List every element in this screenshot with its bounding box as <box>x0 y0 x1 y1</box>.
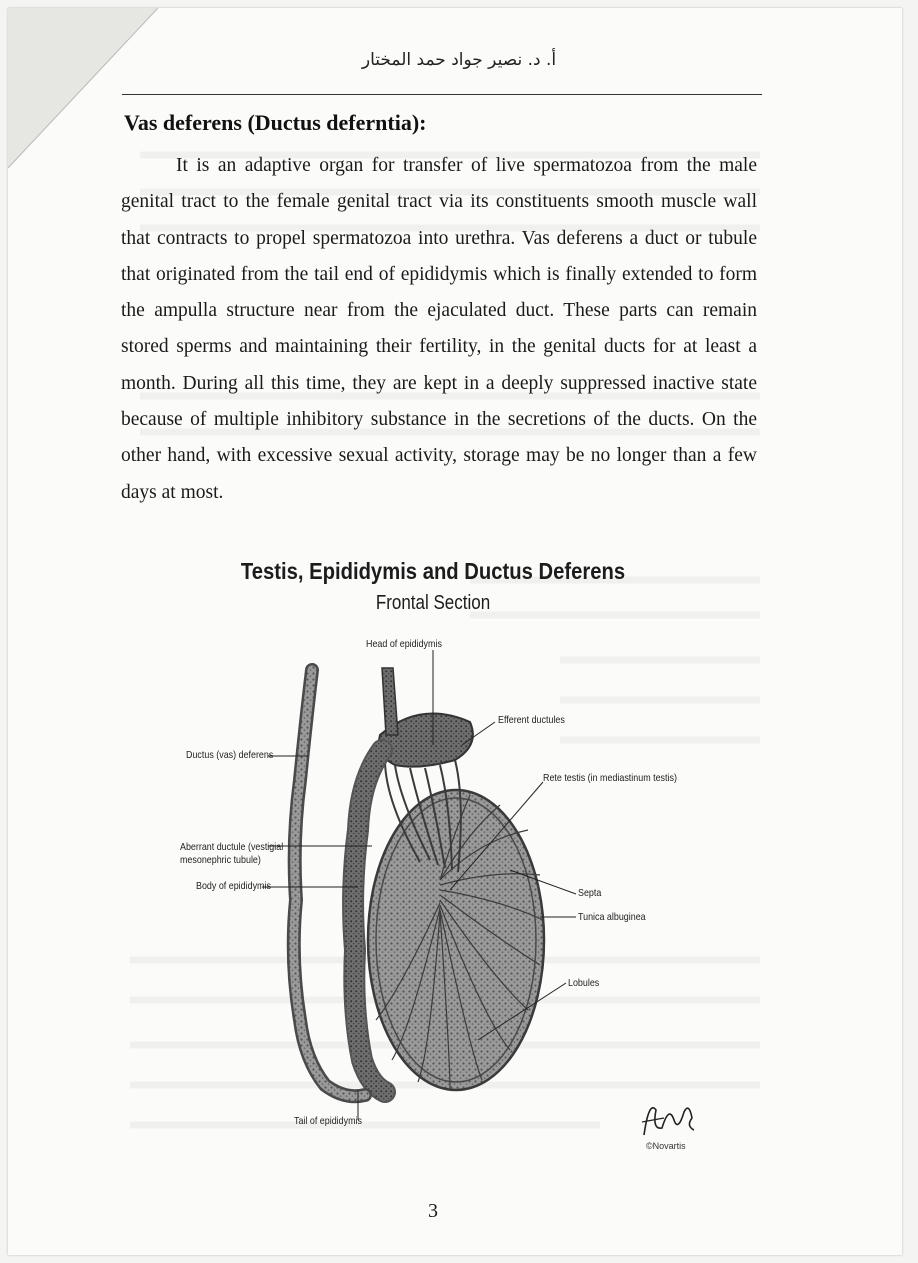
page-number: 3 <box>428 1200 438 1222</box>
label-aberrant-ductule-line2: mesonephric tubule) <box>180 854 261 866</box>
testis <box>368 790 544 1090</box>
paragraph-text: It is an adaptive organ for transfer of live spermatozoa from the male genital tract to the female genital tract via its constituents smooth muscle wall that contracts to propel spermatozoa into urethra. Vas deferens a duct or tubule that originated from the tail end of epididymis which is finally extended to form the ampulla structure near from the ejaculated duct. These parts can remain stored sperms and maintaining their fertility, in the genital ducts for at least a month. During all this time, they are kept in a deeply suppressed inactive state because of multiple inhibitory substance in the secretions of the ducts. On the other hand, with excessive sexual activity, storage may be no longer than a few days at most. <box>121 155 757 503</box>
label-rete-testis: Rete testis (in mediastinum testis) <box>543 772 677 784</box>
label-tunica-albuginea: Tunica albuginea <box>578 911 646 923</box>
label-septa: Septa <box>578 887 602 899</box>
figure-title: Testis, Epididymis and Ductus Deferens <box>240 558 626 584</box>
label-ductus-deferens: Ductus (vas) deferens <box>186 749 274 761</box>
section-title: Vas deferens (Ductus deferntia): <box>124 110 427 135</box>
label-head-of-epididymis: Head of epididymis <box>366 638 442 650</box>
author-header: أ. د. نصير جواد حمد المختار <box>361 50 557 70</box>
label-lobules: Lobules <box>568 977 600 989</box>
label-body-of-epididymis: Body of epididymis <box>196 880 271 892</box>
label-efferent-ductules: Efferent ductules <box>498 714 565 726</box>
figure-subtitle: Frontal Section <box>375 592 491 614</box>
label-aberrant-ductule-line1: Aberrant ductule (vestigial <box>180 841 284 853</box>
label-tail-of-epididymis: Tail of epididymis <box>294 1115 362 1127</box>
figure-copyright: ©Novartis <box>646 1141 686 1151</box>
